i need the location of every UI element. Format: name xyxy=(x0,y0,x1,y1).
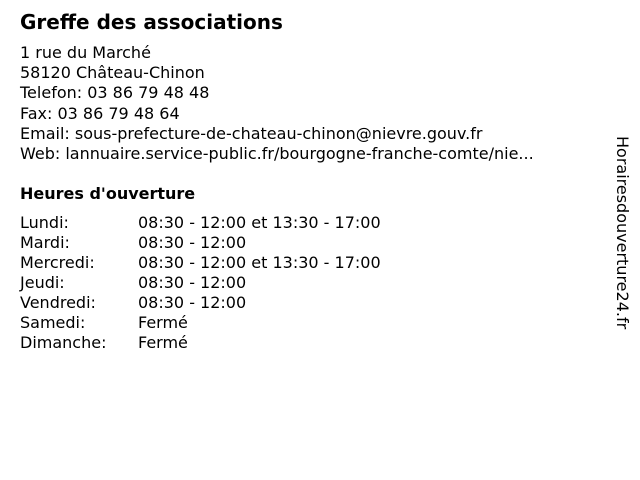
fax-number: Fax: 03 86 79 48 64 xyxy=(20,103,180,123)
hours-value: 08:30 - 12:00 xyxy=(138,293,247,312)
hours-value: 08:30 - 12:00 xyxy=(138,273,247,292)
hours-value: Fermé xyxy=(138,333,188,352)
day-label: Mercredi: xyxy=(20,253,95,272)
day-label: Dimanche: xyxy=(20,333,107,352)
day-label: Lundi: xyxy=(20,213,69,232)
page-title: Greffe des associations xyxy=(20,10,283,34)
email-address: Email: sous-prefecture-de-chateau-chinon@nievre.gouv.fr xyxy=(20,123,483,143)
site-watermark: Horairesdouverture24.fr xyxy=(613,136,632,330)
hours-value: 08:30 - 12:00 et 13:30 - 17:00 xyxy=(138,253,381,272)
address-block xyxy=(20,43,534,164)
street-address: 1 rue du Marché xyxy=(20,43,151,62)
hours-value: Fermé xyxy=(138,313,188,332)
website-url: Web: lannuaire.service-public.fr/bourgogne-franche-comte/nie... xyxy=(20,143,534,163)
hours-value: 08:30 - 12:00 et 13:30 - 17:00 xyxy=(138,213,381,232)
phone-number: Telefon: 03 86 79 48 48 xyxy=(20,83,210,103)
opening-hours-heading: Heures d'ouverture xyxy=(20,184,196,203)
day-label: Jeudi: xyxy=(20,273,65,292)
day-label: Samedi: xyxy=(20,313,86,332)
day-label: Vendredi: xyxy=(20,293,96,312)
hours-value: 08:30 - 12:00 xyxy=(138,233,247,252)
day-label: Mardi: xyxy=(20,233,70,252)
city-address: 58120 Château-Chinon xyxy=(20,63,205,83)
